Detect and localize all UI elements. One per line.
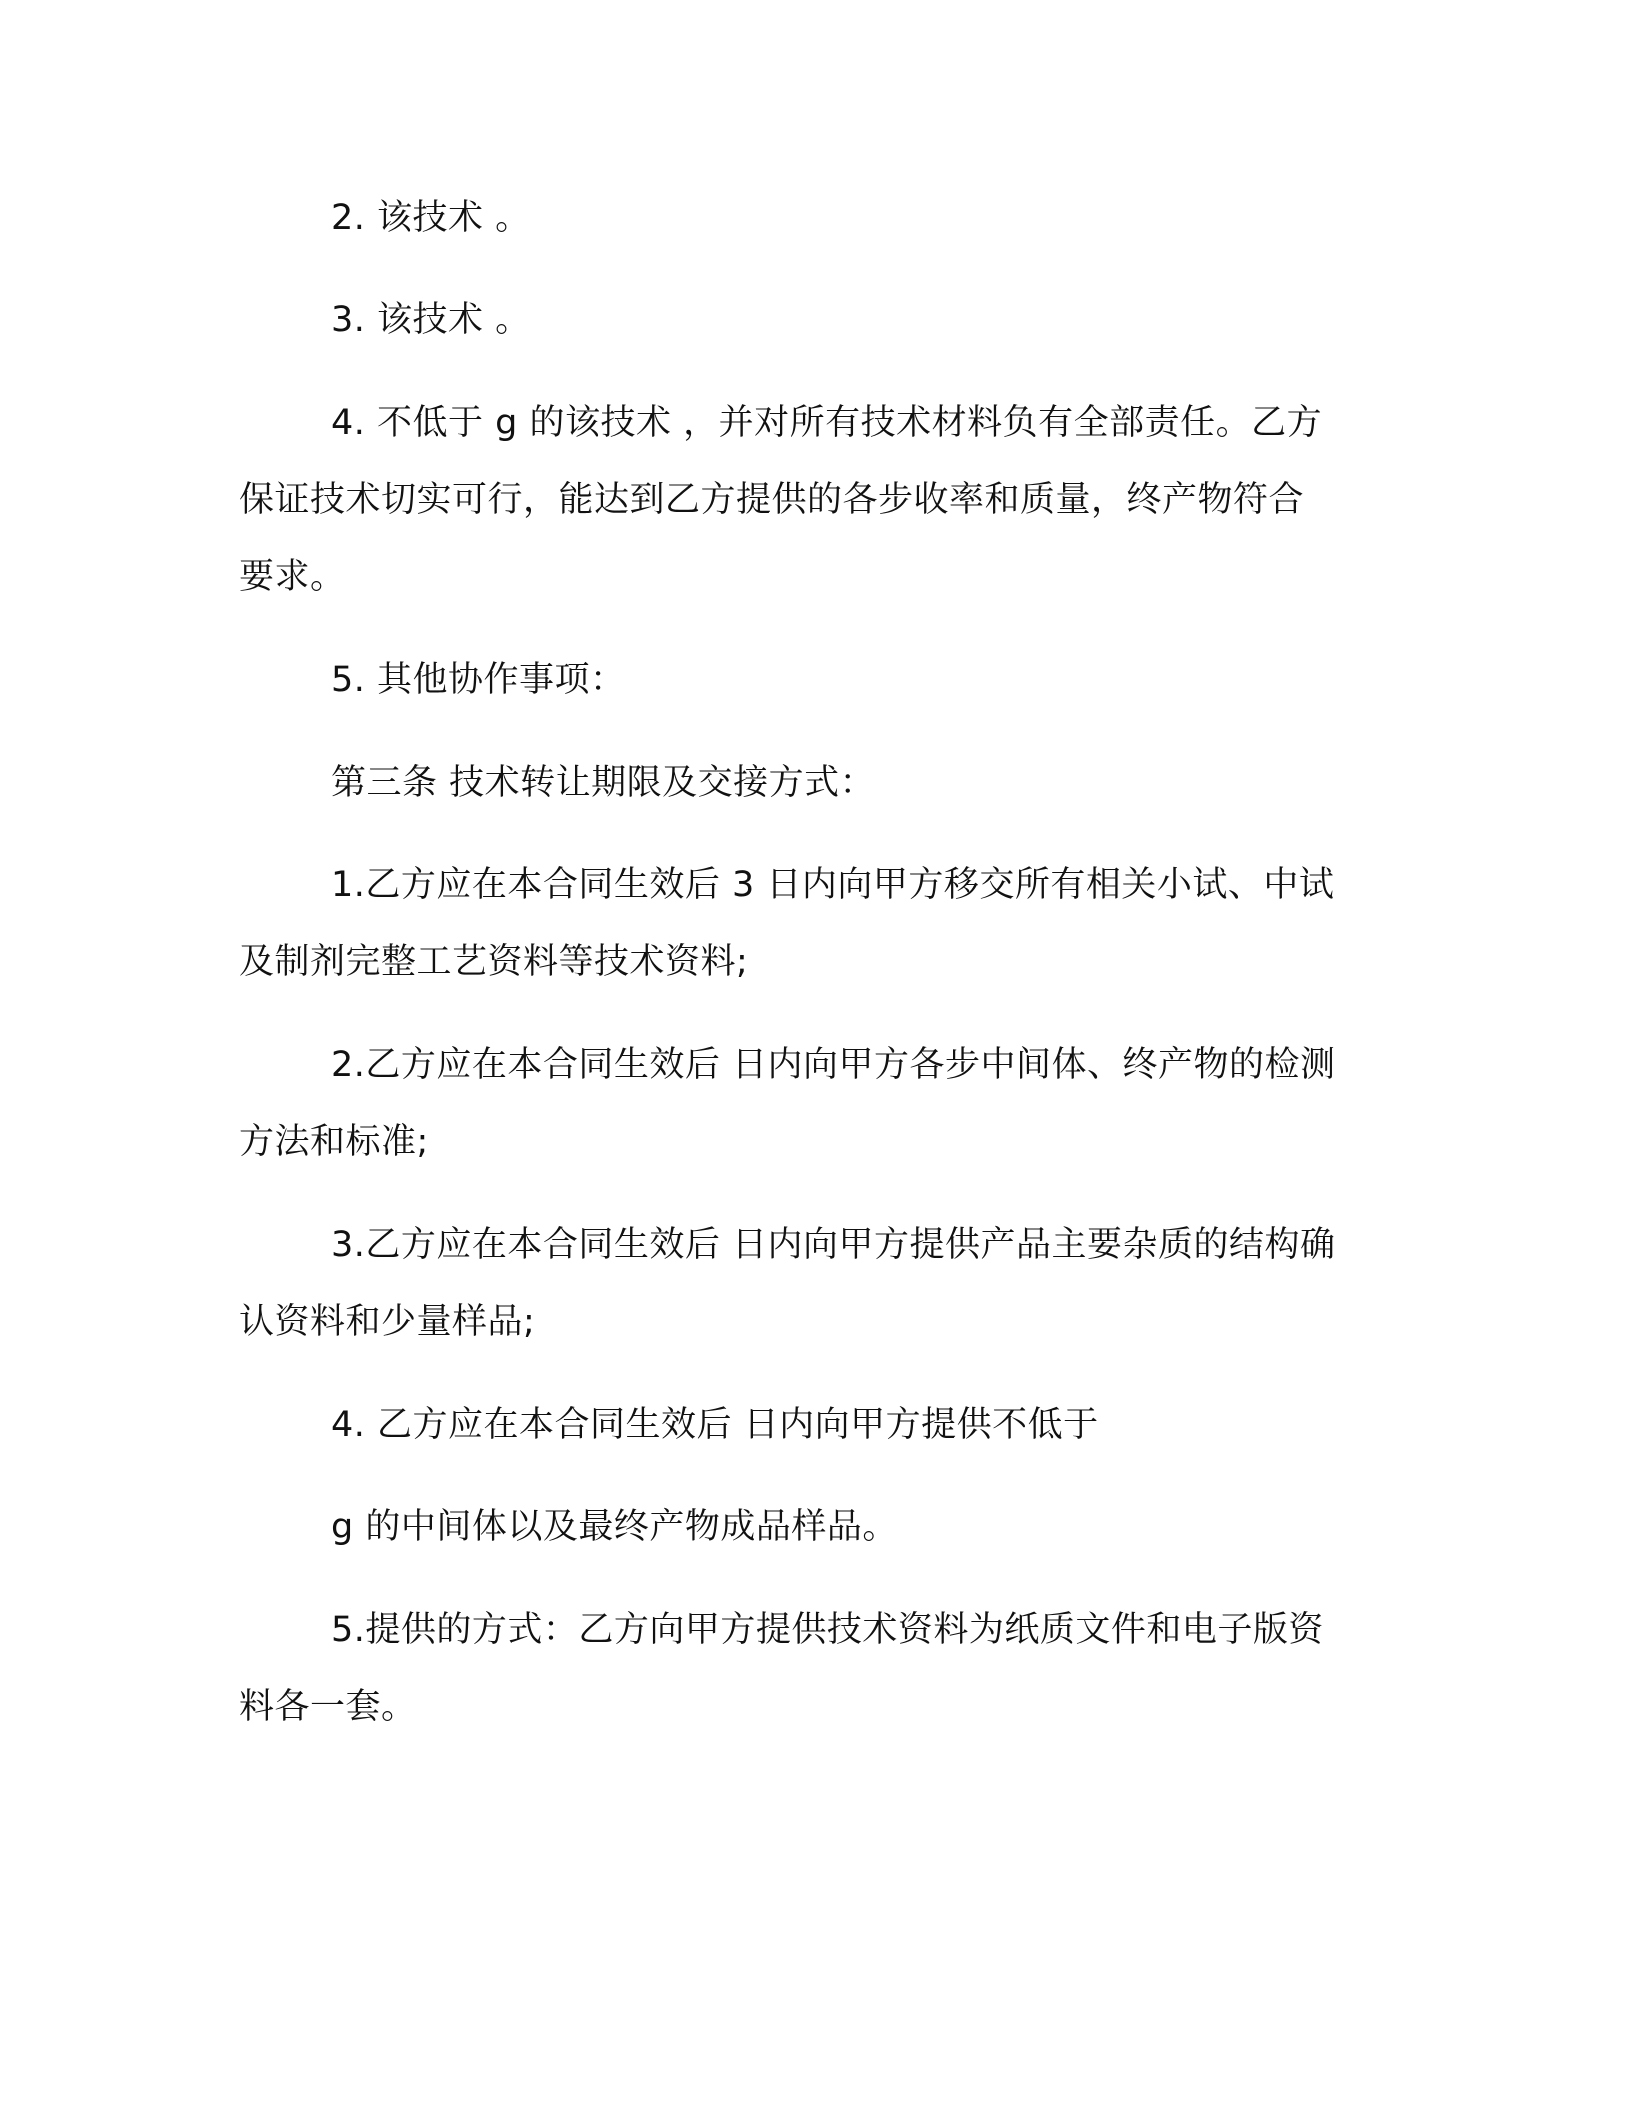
clause-5-line-1: 5.提供的方式：乙方向甲方提供技术资料为纸质文件和电子版资	[331, 1610, 1324, 1650]
item-4-text-line-3: 要求。	[239, 557, 346, 597]
clause-4-line-2: g 的中间体以及最终产物成品样品。	[331, 1507, 898, 1547]
clause-1-line-1: 1.乙方应在本合同生效后 3 日内向甲方移交所有相关小试、中试	[331, 865, 1335, 905]
clause-5-line-2: 料各一套。	[239, 1687, 417, 1727]
article-3-heading: 第三条 技术转让期限及交接方式：	[331, 763, 876, 803]
item-4-text-line-1: 4. 不低于 g 的该技术 ，并对所有技术材料负有全部责任。乙方	[331, 403, 1323, 443]
clause-3-line-2: 认资料和少量样品;	[239, 1302, 536, 1342]
clause-2-line-1: 2.乙方应在本合同生效后 日内向甲方各步中间体、终产物的检测	[331, 1045, 1336, 1085]
item-4-text-line-2: 保证技术切实可行，能达到乙方提供的各步收率和质量，终产物符合	[239, 480, 1305, 520]
clause-2-line-2: 方法和标准;	[239, 1122, 429, 1162]
item-5-text: 5. 其他协作事项：	[331, 660, 626, 700]
item-2-text: 2. 该技术 。	[331, 198, 531, 238]
item-3-text: 3. 该技术 。	[331, 300, 531, 340]
clause-3-line-1: 3.乙方应在本合同生效后 日内向甲方提供产品主要杂质的结构确	[331, 1225, 1336, 1265]
clause-1-line-2: 及制剂完整工艺资料等技术资料;	[239, 942, 749, 982]
clause-4-line-1: 4. 乙方应在本合同生效后 日内向甲方提供不低于	[331, 1405, 1099, 1445]
